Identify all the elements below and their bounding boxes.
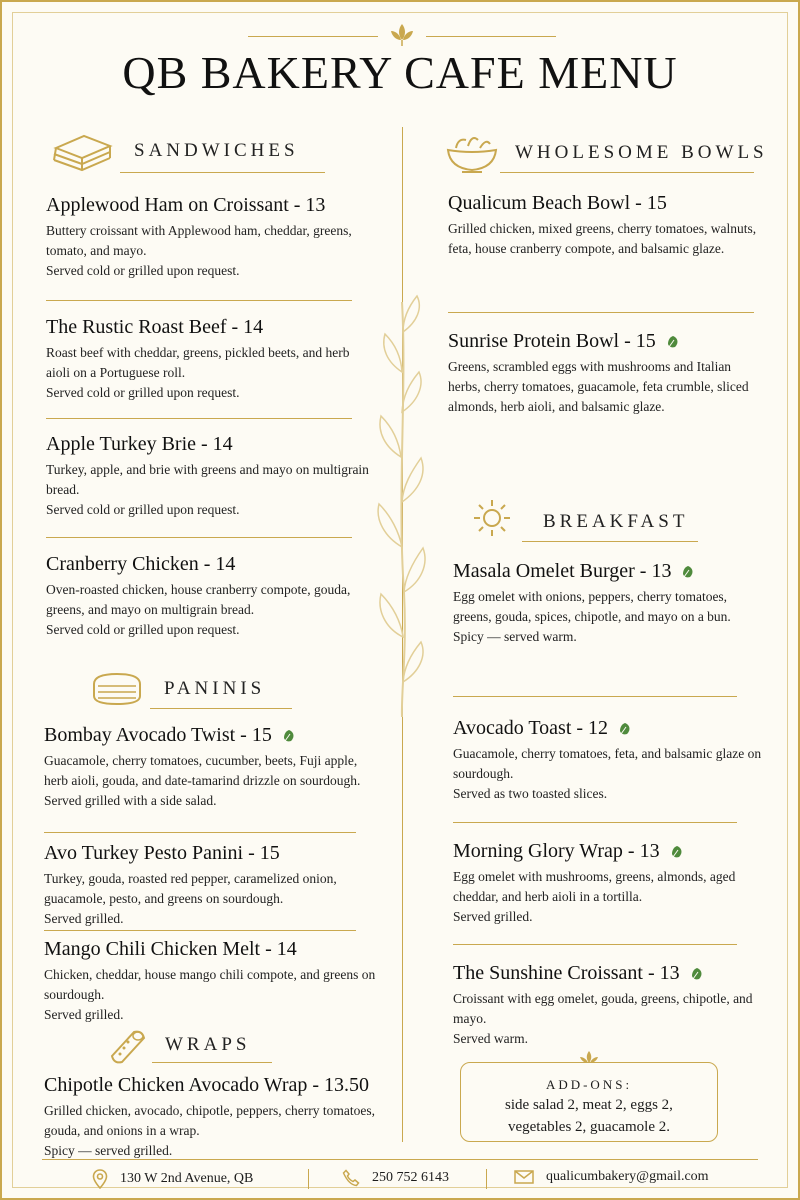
phone-icon xyxy=(342,1169,360,1187)
menu-item xyxy=(44,724,376,811)
menu-item xyxy=(453,717,763,804)
item-name xyxy=(453,560,763,583)
footer-divider xyxy=(308,1169,309,1189)
vegetarian-leaf-icon xyxy=(618,722,632,736)
section-title-paninis: PANINIS xyxy=(164,678,266,699)
item-description: Oven-roasted chicken, house cranberry compote, gouda, greens, and mayo on multigrain bread. xyxy=(46,582,351,617)
menu-item xyxy=(46,316,376,403)
section-rule-breakfast xyxy=(522,541,698,542)
section-header-wraps xyxy=(165,1034,250,1056)
item-name: The Rustic Roast Beef - 14 xyxy=(46,316,264,338)
item-separator xyxy=(448,312,754,313)
item-name-text: Sunrise Protein Bowl - 15 xyxy=(448,330,656,352)
item-name-text: Avocado Toast - 12 xyxy=(453,717,609,739)
item-note: Spicy — served grilled. xyxy=(44,1143,173,1158)
item-name-text: The Sunshine Croissant - 13 xyxy=(453,962,680,984)
item-note: Served cold or grilled upon request. xyxy=(46,263,240,278)
item-description: Egg omelet with onions, peppers, cherry tomatoes, greens, gouda, spices, chipotle, and mayo on a bun. xyxy=(453,589,731,624)
section-rule-wraps xyxy=(152,1062,272,1063)
item-description: Guacamole, cherry tomatoes, feta, and balsamic glaze on sourdough. xyxy=(453,746,762,781)
item-separator xyxy=(44,930,356,931)
section-header-paninis xyxy=(164,678,265,700)
sandwich-icon xyxy=(50,130,114,178)
footer-rule xyxy=(42,1159,758,1160)
addons-line: side salad 2, meat 2, eggs 2, xyxy=(505,1097,673,1113)
item-description: Croissant with egg omelet, gouda, greens, chipotle, and mayo. xyxy=(453,991,753,1026)
section-title-bowls: WHOLESOME BOWLS xyxy=(515,142,768,163)
location-pin-icon xyxy=(92,1169,108,1189)
leaf-ornament-icon xyxy=(388,20,416,48)
addons-title: ADD-ONS: xyxy=(545,1077,633,1092)
item-name xyxy=(453,962,753,985)
item-description: Greens, scrambled eggs with mushrooms and Italian herbs, cherry tomatoes, guacamole, feta crumble, sliced almonds, herb aioli, and balsamic glaze. xyxy=(448,359,749,414)
menu-item xyxy=(46,194,376,281)
item-separator xyxy=(46,418,352,419)
item-name: Chipotle Chicken Avocado Wrap - 13.50 xyxy=(44,1074,370,1096)
item-separator xyxy=(453,944,737,945)
footer-email xyxy=(514,1169,709,1185)
section-title-wraps: WRAPS xyxy=(165,1034,251,1055)
email-text: qualicumbakery@gmail.com xyxy=(546,1169,709,1184)
vegetarian-leaf-icon xyxy=(670,845,684,859)
menu-item xyxy=(44,1074,384,1161)
item-name-text: Masala Omelet Burger - 13 xyxy=(453,560,672,582)
footer-divider xyxy=(486,1169,487,1189)
item-note: Served grilled. xyxy=(44,1007,124,1022)
item-description: Chicken, cheddar, house mango chili compote, and greens on sourdough. xyxy=(44,967,376,1002)
item-separator xyxy=(453,822,737,823)
item-note: Spicy — served warm. xyxy=(453,629,577,644)
item-note: Served grilled with a side salad. xyxy=(44,793,217,808)
item-separator xyxy=(453,696,737,697)
item-note: Served as two toasted slices. xyxy=(453,786,608,801)
email-envelope-icon xyxy=(514,1170,534,1184)
menu-item xyxy=(448,192,768,259)
item-description: Turkey, apple, and brie with greens and mayo on multigrain bread. xyxy=(46,462,369,497)
footer xyxy=(2,1165,798,1195)
item-name: Apple Turkey Brie - 14 xyxy=(46,433,233,455)
vegetarian-leaf-icon xyxy=(681,565,695,579)
footer-phone xyxy=(342,1169,449,1187)
address-text: 130 W 2nd Avenue, QB xyxy=(120,1171,254,1186)
menu-item xyxy=(44,938,376,1025)
addons-line: vegetables 2, guacamole 2. xyxy=(507,1119,671,1135)
item-name: Avo Turkey Pesto Panini - 15 xyxy=(44,842,280,864)
item-description: Guacamole, cherry tomatoes, cucumber, beets, Fuji apple, herb aioli, gouda, and date-tamarind drizzle on sourdough. xyxy=(44,753,361,788)
section-header-sandwiches xyxy=(134,140,299,162)
wrap-icon xyxy=(106,1026,148,1066)
item-name xyxy=(453,717,763,740)
item-description: Buttery croissant with Applewood ham, cheddar, greens, tomato, and mayo. xyxy=(46,223,352,258)
item-name-text: Morning Glory Wrap - 13 xyxy=(453,840,660,862)
menu-item xyxy=(453,962,753,1049)
addons-box xyxy=(460,1062,718,1142)
menu-item xyxy=(448,330,758,417)
item-name: Qualicum Beach Bowl - 15 xyxy=(448,192,667,214)
item-separator xyxy=(46,537,352,538)
item-name xyxy=(448,330,758,353)
menu-item xyxy=(453,560,763,647)
item-note: Served grilled. xyxy=(44,911,124,926)
section-header-breakfast xyxy=(543,511,688,533)
page-title: QB BAKERY CAFE MENU xyxy=(122,47,678,98)
vegetarian-leaf-icon xyxy=(690,967,704,981)
item-name xyxy=(44,724,376,747)
item-description: Roast beef with cheddar, greens, pickled beets, and herb aioli on a Portuguese roll. xyxy=(46,345,350,380)
section-rule-bowls xyxy=(500,172,754,173)
vegetarian-leaf-icon xyxy=(282,729,296,743)
menu-item xyxy=(453,840,763,927)
item-name-text: Bombay Avocado Twist - 15 xyxy=(44,724,272,746)
section-title-sandwiches: SANDWICHES xyxy=(134,140,299,161)
item-name: Applewood Ham on Croissant - 13 xyxy=(46,194,326,216)
item-note: Served grilled. xyxy=(453,909,533,924)
menu-item xyxy=(46,553,376,640)
top-rule-left xyxy=(248,36,378,37)
item-separator xyxy=(44,832,356,833)
section-title-breakfast: BREAKFAST xyxy=(543,511,689,532)
item-separator xyxy=(46,300,352,301)
top-rule-right xyxy=(426,36,556,37)
item-note: Served warm. xyxy=(453,1031,528,1046)
item-note: Served cold or grilled upon request. xyxy=(46,385,240,400)
menu-item xyxy=(44,842,376,929)
item-name xyxy=(453,840,763,863)
item-name: Cranberry Chicken - 14 xyxy=(46,553,236,575)
menu-item xyxy=(46,433,376,520)
sun-icon xyxy=(472,498,512,538)
item-note: Served cold or grilled upon request. xyxy=(46,622,240,637)
item-note: Served cold or grilled upon request. xyxy=(46,502,240,517)
section-header-bowls xyxy=(515,142,768,164)
item-description: Grilled chicken, mixed greens, cherry tomatoes, walnuts, feta, house cranberry compote, and balsamic glaze. xyxy=(448,221,757,256)
section-rule-sandwiches xyxy=(120,172,325,173)
section-rule-paninis xyxy=(150,708,292,709)
panini-icon xyxy=(90,670,144,710)
footer-address xyxy=(92,1169,253,1189)
item-description: Egg omelet with mushrooms, greens, almonds, aged cheddar, and herb aioli in a tortilla. xyxy=(453,869,736,904)
vegetarian-leaf-icon xyxy=(666,335,680,349)
item-description: Grilled chicken, avocado, chipotle, peppers, cherry tomatoes, gouda, and onions in a wrap. xyxy=(44,1103,376,1138)
phone-text: 250 752 6143 xyxy=(372,1170,449,1185)
item-description: Turkey, gouda, roasted red pepper, caramelized onion, guacamole, pesto, and greens on sourdough. xyxy=(44,871,337,906)
item-name: Mango Chili Chicken Melt - 14 xyxy=(44,938,297,960)
bowl-icon xyxy=(444,128,500,176)
